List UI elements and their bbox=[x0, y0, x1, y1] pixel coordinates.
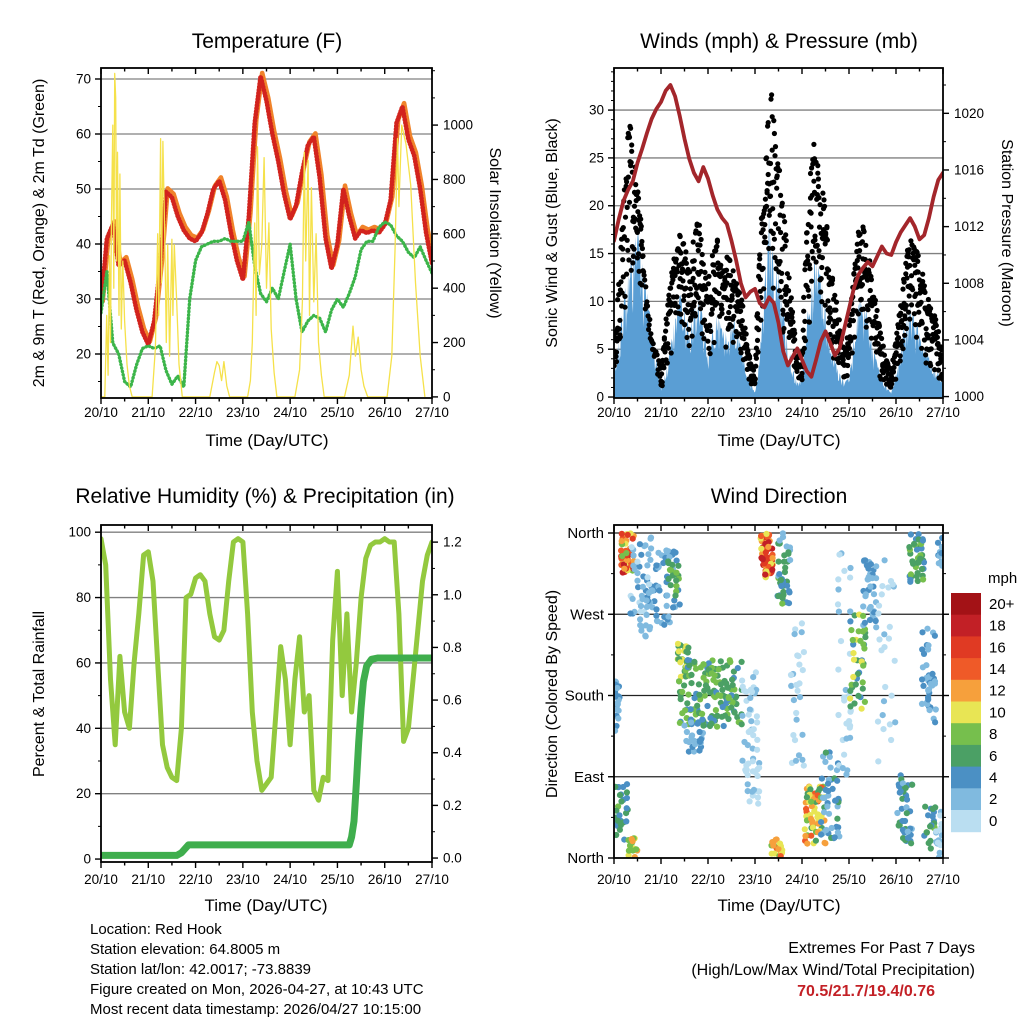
tick-label: 10 bbox=[588, 293, 604, 309]
tick-label: 60 bbox=[75, 126, 91, 142]
extremes-subtitle: (High/Low/Max Wind/Total Precipitation) bbox=[691, 961, 975, 979]
plot-frame bbox=[101, 68, 432, 398]
tick-label: 1.0 bbox=[443, 587, 462, 603]
tick-label: East bbox=[573, 768, 604, 786]
tick-label: 0.4 bbox=[443, 745, 462, 761]
tick-label: 200 bbox=[443, 335, 466, 351]
x-tick-label: 23/10 bbox=[738, 405, 772, 420]
tick-label: 15 bbox=[588, 246, 604, 262]
tick-label: 1.2 bbox=[443, 534, 462, 550]
x-tick-label: 22/10 bbox=[691, 405, 725, 420]
tick-label: South bbox=[564, 687, 604, 705]
tick-label: 1016 bbox=[954, 162, 985, 178]
x-tick-label: 23/10 bbox=[225, 872, 260, 887]
series-dewpoint bbox=[101, 222, 432, 387]
tick-label: 1000 bbox=[443, 117, 474, 133]
x-tick-label: 22/10 bbox=[178, 405, 213, 420]
x-tick-label: 23/10 bbox=[738, 872, 772, 887]
figure-created: Figure created on Mon, 2026-04-27, at 10:43 UTC bbox=[90, 981, 424, 998]
panel-relative-humidity-precipitation-in- bbox=[95, 525, 438, 868]
tick-label: 0 bbox=[83, 851, 91, 867]
tick-label: 0 bbox=[596, 389, 604, 405]
colorbar-label: 10 bbox=[989, 704, 1006, 722]
x-tick-label: 20/10 bbox=[597, 405, 631, 420]
tick-label: 1020 bbox=[954, 105, 985, 121]
tick-label: 100 bbox=[68, 524, 91, 540]
tick-label: 25 bbox=[588, 150, 604, 166]
station-location: Location: Red Hook bbox=[90, 921, 222, 938]
extremes-values: 70.5/21.7/19.4/0.76 bbox=[797, 983, 935, 1000]
y-axis-label-wind-left: Sonic Wind & Gust (Blue, Black) bbox=[544, 118, 561, 348]
x-axis-label-winds: Time (Day/UTC) bbox=[717, 431, 841, 450]
panel-title-temperature: Temperature (F) bbox=[191, 30, 343, 53]
series-temp-2m bbox=[101, 76, 432, 344]
tick-label: North bbox=[567, 525, 604, 542]
colorbar-label: 20+ bbox=[989, 595, 1015, 613]
x-tick-label: 21/10 bbox=[644, 405, 678, 420]
tick-label: 0.6 bbox=[443, 692, 462, 708]
x-axis-label-humidity: Time (Day/UTC) bbox=[204, 896, 328, 915]
x-tick-label: 26/10 bbox=[367, 405, 402, 420]
colorbar-label: 8 bbox=[989, 726, 998, 744]
x-tick-label: 22/10 bbox=[178, 872, 213, 887]
tick-label: 60 bbox=[75, 655, 91, 671]
tick-label: 600 bbox=[443, 226, 466, 242]
x-tick-label: 25/10 bbox=[832, 872, 866, 887]
panel-wind-direction bbox=[608, 525, 1018, 864]
tick-label: 30 bbox=[75, 291, 91, 307]
tick-label: North bbox=[567, 850, 604, 867]
tick-label: 1012 bbox=[954, 219, 985, 235]
tick-label: 30 bbox=[588, 102, 604, 118]
y-axis-label-direction: Direction (Colored By Speed) bbox=[544, 589, 561, 799]
x-tick-label: 20/10 bbox=[84, 405, 118, 420]
tick-label: 5 bbox=[596, 341, 604, 357]
x-tick-label: 24/10 bbox=[785, 405, 819, 420]
x-tick-label: 24/10 bbox=[273, 405, 308, 420]
panel-title-wind-direction: Wind Direction bbox=[710, 485, 848, 508]
colorbar-label: 0 bbox=[989, 812, 998, 830]
x-tick-label: 22/10 bbox=[691, 872, 725, 887]
tick-label: 800 bbox=[443, 171, 466, 187]
series-rainfall bbox=[101, 658, 432, 855]
data-timestamp: Most recent data timestamp: 2026/04/27 10:15:00 bbox=[90, 1001, 422, 1018]
colorbar-label: 12 bbox=[989, 682, 1006, 700]
x-tick-label: 24/10 bbox=[273, 872, 308, 887]
tick-label: 1000 bbox=[954, 389, 985, 405]
panel-winds-mph-pressure-mb- bbox=[608, 68, 949, 404]
tick-label: 40 bbox=[75, 236, 91, 252]
extremes-block bbox=[691, 938, 975, 1003]
x-tick-label: 25/10 bbox=[320, 405, 355, 420]
panel-temperature-f- bbox=[95, 68, 438, 404]
tick-label: 0 bbox=[443, 389, 451, 405]
panel-title-winds-pressure: Winds (mph) & Pressure (mb) bbox=[640, 30, 918, 53]
colorbar-title: mph bbox=[988, 570, 1018, 587]
x-tick-label: 20/10 bbox=[84, 872, 118, 887]
tick-label: 80 bbox=[75, 590, 91, 606]
y-axis-label-solar-right: Solar Insolation (Yellow) bbox=[486, 147, 503, 319]
x-tick-label: 27/10 bbox=[415, 405, 449, 420]
colorbar-label: 6 bbox=[989, 747, 998, 765]
series-humidity bbox=[101, 539, 432, 801]
tick-label: West bbox=[570, 606, 604, 624]
y-axis-label-percent-rainfall: Percent & Total Rainfall bbox=[31, 610, 48, 778]
y-axis-label-temperature-left: 2m & 9m T (Red, Orange) & 2m Td (Green) bbox=[31, 78, 48, 388]
x-tick-label: 26/10 bbox=[879, 872, 913, 887]
tick-label: 1004 bbox=[954, 332, 985, 348]
tick-label: 1008 bbox=[954, 275, 985, 291]
colorbar-label: 18 bbox=[989, 617, 1006, 635]
x-axis-label-temperature: Time (Day/UTC) bbox=[205, 431, 329, 450]
colorbar-label: 2 bbox=[989, 791, 998, 809]
tick-label: 40 bbox=[75, 720, 91, 736]
tick-label: 0.2 bbox=[443, 797, 462, 813]
tick-label: 50 bbox=[75, 181, 91, 197]
tick-label: 70 bbox=[75, 71, 91, 87]
x-tick-label: 20/10 bbox=[597, 872, 631, 887]
x-tick-label: 24/10 bbox=[785, 872, 819, 887]
x-tick-label: 27/10 bbox=[926, 872, 960, 887]
x-tick-label: 26/10 bbox=[367, 872, 402, 887]
station-latlon: Station lat/lon: 42.0017; -73.8839 bbox=[90, 961, 312, 978]
tick-label: 20 bbox=[75, 786, 91, 802]
tick-label: 20 bbox=[75, 346, 91, 362]
colorbar-label: 14 bbox=[989, 660, 1006, 678]
x-tick-label: 25/10 bbox=[320, 872, 355, 887]
y-axis-label-pressure-right: Station Pressure (Maroon) bbox=[998, 139, 1015, 327]
x-tick-label: 21/10 bbox=[131, 405, 166, 420]
colorbar-label: 4 bbox=[989, 769, 998, 787]
x-tick-label: 27/10 bbox=[926, 405, 960, 420]
extremes-title: Extremes For Past 7 Days bbox=[788, 940, 975, 957]
tick-label: 0.0 bbox=[443, 850, 462, 866]
x-tick-label: 23/10 bbox=[225, 405, 260, 420]
tick-label: 0.8 bbox=[443, 639, 462, 655]
x-tick-label: 21/10 bbox=[644, 872, 678, 887]
tick-label: 400 bbox=[443, 280, 466, 296]
x-tick-label: 21/10 bbox=[131, 872, 166, 887]
panel-title-humidity-precip: Relative Humidity (%) & Precipitation (in) bbox=[75, 485, 455, 508]
station-info bbox=[90, 920, 424, 1020]
x-axis-label-wind-direction: Time (Day/UTC) bbox=[717, 896, 841, 915]
x-tick-label: 27/10 bbox=[415, 872, 449, 887]
x-tick-label: 26/10 bbox=[879, 405, 913, 420]
station-elevation: Station elevation: 64.8005 m bbox=[90, 941, 281, 958]
speed-colorbar bbox=[951, 593, 1015, 832]
x-tick-label: 25/10 bbox=[832, 405, 866, 420]
colorbar-label: 16 bbox=[989, 639, 1006, 657]
tick-label: 20 bbox=[588, 198, 604, 214]
